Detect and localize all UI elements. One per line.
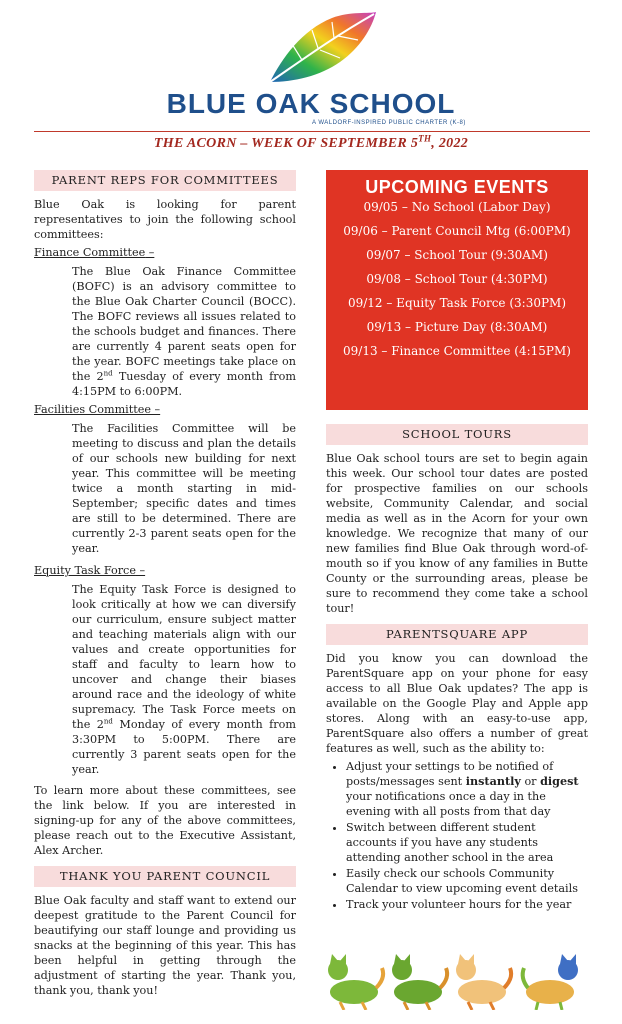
upcoming-events-title: UPCOMING EVENTS: [365, 177, 549, 197]
event-item: 09/13 – Finance Committee (4:15PM): [343, 344, 571, 358]
event-item: 09/06 – Parent Council Mtg (6:00PM): [343, 224, 571, 238]
finance-committee-text: The Blue Oak Finance Committee (BOFC) is an advisory committee to the Blue Oak Charter Council (BOCC). The BOFC reviews all issues related to the schools budget and finances. There are currently 4 parent seats open for the year. BOFC meetings take place on the 2nd Tuesday of every month from 4:15PM to 6:00PM.: [72, 265, 296, 398]
equity-task-force-text: The Equity Task Force is designed to look critically at how we can diversify our curriculum, ensure subject matter and teaching materials align with our values and create opportunities for staff and faculty to learn how to uncover and change their biases around race and the ideology of white supremacy. The Task Force meets on the 2nd Monday of every month from 3:30PM to 5:00PM. There are currently 3 parent seats open for the year.: [72, 583, 296, 776]
list-item: • Adjust your settings to be notified of posts/messages sent instantly or digest your notifications once a day in the evening with all posts from that day: [346, 759, 588, 819]
parent-reps-intro: Blue Oak is looking for parent representatives to join the following school committees:: [34, 198, 296, 241]
cat-illustrations: [326, 948, 588, 1010]
section-heading-school-tours: SCHOOL TOURS: [326, 424, 588, 445]
section-heading-parentsquare: PARENTSQUARE APP: [326, 624, 588, 645]
oak-leaf-logo: [262, 8, 382, 88]
list-item: • Switch between different student accounts if you have any students attending another school in the area: [346, 820, 588, 865]
orange-cat-icon: [456, 954, 511, 1010]
left-column: [34, 170, 296, 998]
event-item: 09/12 – Equity Task Force (3:30PM): [347, 296, 567, 310]
upcoming-events-box: [326, 170, 588, 410]
green-cat-icon: [392, 954, 447, 1010]
event-item: 09/05 – No School (Labor Day): [363, 200, 551, 214]
school-name: BLUE OAK SCHOOL: [166, 88, 456, 119]
thank-you-text: Blue Oak faculty and staff want to extend our deepest gratitude to the Parent Council for beautifying our staff lounge and providing us snacks at the beginning of this year. This has been helpful in getting through the adjustment of starting the year. Thank you, thank you, thank you!: [34, 894, 296, 997]
green-cat-icon: [328, 954, 383, 1010]
section-heading-thank-you: THANK YOU PARENT COUNCIL: [34, 866, 296, 887]
facilities-committee-text: The Facilities Committee will be meeting to discuss and plan the details of our schools new building for next year. This committee will be meeting twice a month starting in mid-September; specific dates and times are still to be determined. There are currently 2-3 parent seats open for the year.: [72, 422, 296, 555]
header-rule: [34, 131, 590, 132]
event-item: 09/07 – School Tour (9:30AM): [366, 248, 548, 262]
event-item: 09/13 – Picture Day (8:30AM): [366, 320, 548, 334]
list-item: • Track your volunteer hours for the year: [346, 897, 588, 912]
committees-outro: To learn more about these committees, see the link below. If you are interested in signing-up for any of the above committees, please reach out to the Executive Assistant, Alex Archer.: [34, 784, 296, 857]
equity-task-force-heading: Equity Task Force –: [34, 564, 146, 577]
parentsquare-text: Did you know you can download the ParentSquare app on your phone for easy access to all Blue Oak updates? The app is available on the Google Play and Apple app stores. Along with an easy-to-use app, ParentSquare also offers a number of great features as well, such as the ability to:: [326, 652, 588, 755]
section-heading-parent-reps: PARENT REPS FOR COMMITTEES: [34, 170, 296, 191]
calico-cat-icon: [523, 954, 578, 1010]
facilities-committee-heading: Facilities Committee –: [34, 403, 161, 416]
list-item: • Easily check our schools Community Calendar to view upcoming event details: [346, 866, 588, 896]
school-tagline: A WALDORF-INSPIRED PUBLIC CHARTER (K-8): [312, 120, 466, 126]
school-tours-text: Blue Oak school tours are set to begin again this week. Our school tour dates are posted for prospective families on our schools website, Community Calendar, and social media as well as in the Acorn for your own knowledge. We recognize that many of our new families find Blue Oak through word-of-mouth so if you know of any families in Butte County or the surrounding areas, please be sure to recommend they come take a school tour!: [326, 452, 588, 615]
right-column: [326, 170, 588, 913]
finance-committee-heading: Finance Committee –: [34, 246, 155, 259]
issue-title: THE ACORN – WEEK OF SEPTEMBER 5TH, 2022: [153, 133, 469, 151]
event-item: 09/08 – School Tour (4:30PM): [366, 272, 548, 286]
parentsquare-features-list: [326, 759, 588, 912]
